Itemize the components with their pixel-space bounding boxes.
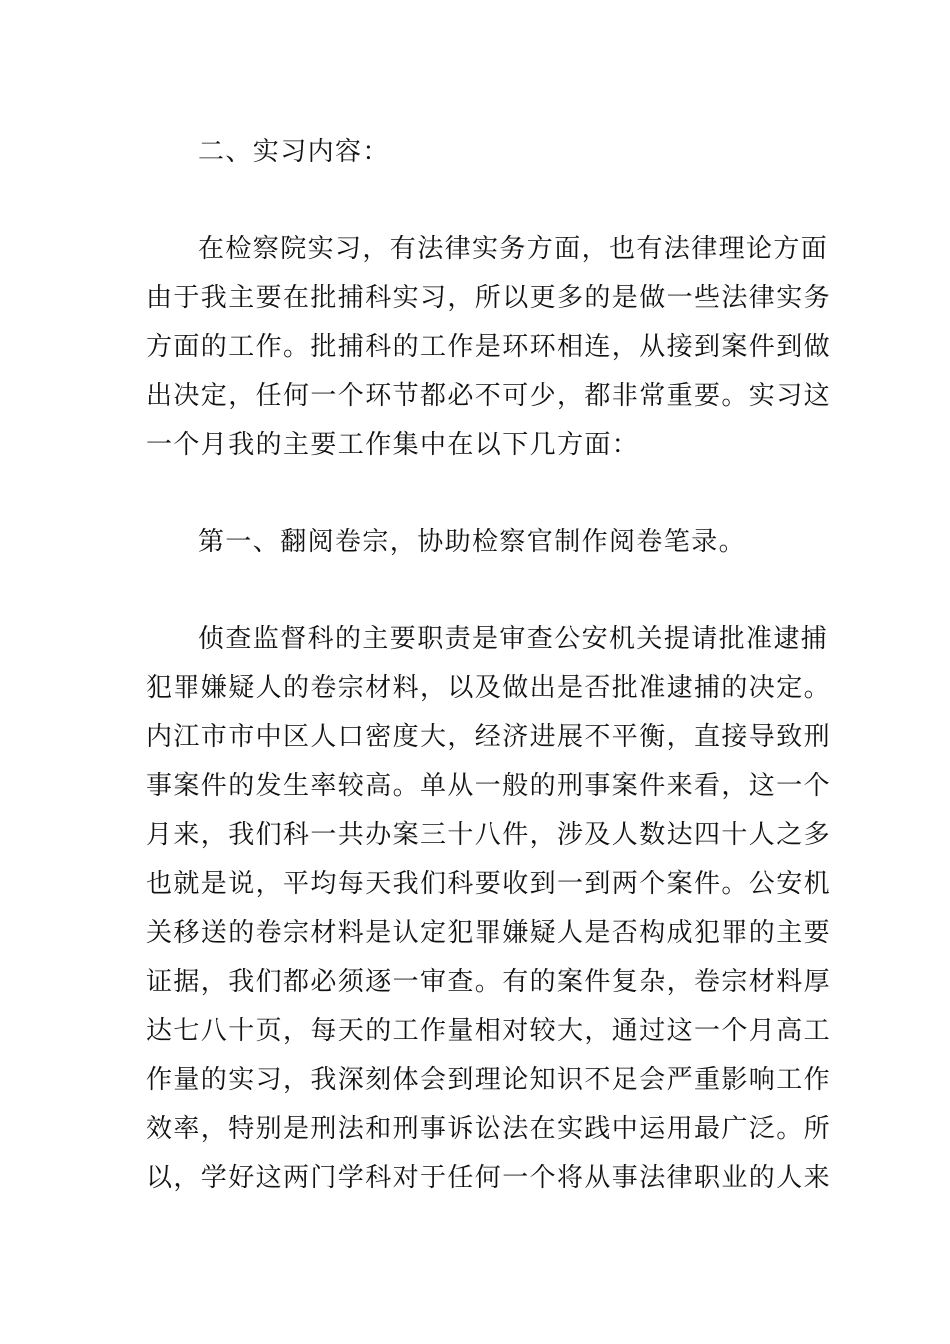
paragraph-gap — [146, 567, 810, 615]
paragraph-intro — [146, 225, 832, 470]
text-line: 犯罪嫌疑人的卷宗材料，以及做出是否批准逮捕的决定。 — [146, 673, 832, 703]
text-line: 出决定，任何一个环节都必不可少，都非常重要。实习这 — [146, 381, 832, 411]
text-line: 方面的工作。批捕科的工作是环环相连，从接到案件到做 — [146, 332, 832, 362]
text-line: 证据，我们都必须逐一审查。有的案件复杂，卷宗材料厚 — [146, 967, 832, 997]
text-line: 内江市市中区人口密度大，经济进展不平衡，直接导致刑 — [146, 722, 832, 752]
text-line: 一个月我的主要工作集中在以下几方面： — [146, 430, 640, 460]
paragraph-body — [146, 615, 832, 1203]
document-page — [146, 128, 832, 1203]
text-line: 达七八十页，每天的工作量相对较大，通过这一个月高工 — [146, 1016, 832, 1046]
text-line: 月来，我们科一共办案三十八件，涉及人数达四十人之多 — [146, 820, 832, 850]
text-line: 侦查监督科的主要职责是审查公安机关提请批准逮捕 — [198, 624, 829, 654]
text-line: 在检察院实习，有法律实务方面，也有法律理论方面 — [198, 234, 829, 264]
paragraph-gap — [146, 470, 810, 518]
text-line: 由于我主要在批捕科实习，所以更多的是做一些法律实务 — [146, 283, 832, 313]
text-line: 以，学好这两门学科对于任何一个将从事法律职业的人来 — [146, 1163, 832, 1193]
text-line: 事案件的发生率较高。单从一般的刑事案件来看，这一个 — [146, 771, 832, 801]
text-line: 关移送的卷宗材料是认定犯罪嫌疑人是否构成犯罪的主要 — [146, 918, 832, 948]
subsection-heading: 第一、翻阅卷宗，协助检察官制作阅卷笔录。 — [198, 527, 747, 557]
paragraph-gap — [146, 177, 810, 225]
text-line: 作量的实习，我深刻体会到理论知识不足会严重影响工作 — [146, 1065, 832, 1095]
section-heading: 二、实习内容： — [198, 137, 390, 167]
text-line: 也就是说，平均每天我们科要收到一到两个案件。公安机 — [146, 869, 832, 899]
text-line: 效率，特别是刑法和刑事诉讼法在实践中运用最广泛。所 — [146, 1114, 832, 1144]
